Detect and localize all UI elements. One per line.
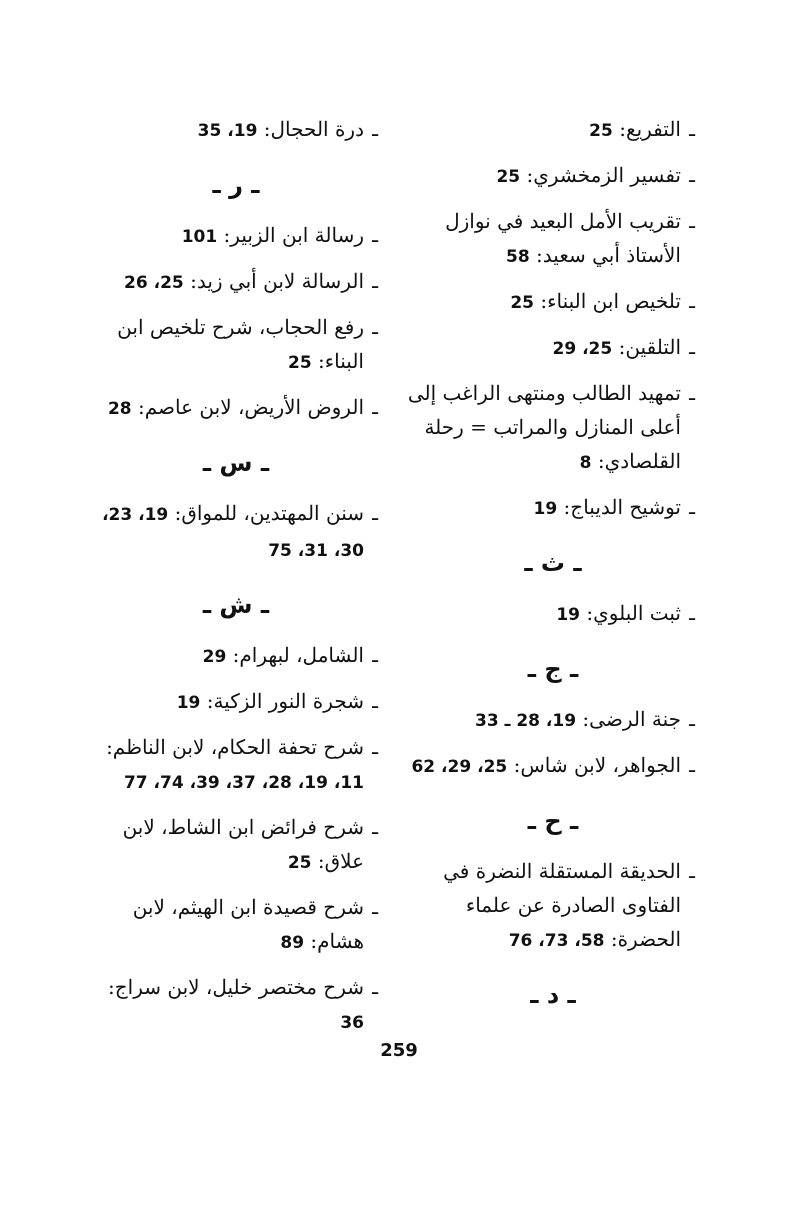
index-entry (403, 158, 703, 194)
entry-dash: ـ (372, 735, 378, 759)
entry-title: شرح تحفة الحكام، لابن الناظم: (106, 735, 364, 759)
entry-dash: ـ (372, 643, 378, 667)
entry-page-refs: 25 (288, 353, 312, 373)
entry-title: الشامل، لبهرام: (226, 643, 364, 667)
index-entry (403, 330, 703, 366)
letter-heading: ـ ح ـ (527, 807, 579, 835)
entry-page-refs: 25، 29، 62 (411, 757, 508, 777)
entry-title: رسالة ابن الزبير: (217, 223, 364, 247)
entry-title: الحديقة المستقلة النضرة في الفتاوى الصادرة عن علماء الحضرة: (443, 859, 681, 951)
index-entry (86, 264, 386, 300)
letter-heading: ـ س ـ (202, 449, 270, 477)
entry-title: تلخيص ابن البناء: (533, 289, 681, 313)
entry-dash: ـ (372, 395, 378, 419)
entry-page-refs: 58، 73، 76 (508, 931, 605, 951)
entry-page-refs: 19، 35 (197, 121, 258, 141)
entry-title: توشيح الديباج: (557, 495, 681, 519)
page-number: 259 (380, 1040, 418, 1061)
entry-dash: ـ (372, 975, 378, 999)
entry-page-refs: 25، 29 (552, 339, 613, 359)
letter-heading: ـ ش ـ (202, 591, 270, 619)
entry-title: شرح قصيدة ابن الهيثم، لابن هشام: (132, 895, 364, 953)
right-column (403, 112, 703, 1028)
index-entry (86, 218, 386, 254)
index-entry (403, 702, 703, 738)
entry-dash: ـ (689, 707, 695, 731)
index-entry (86, 684, 386, 720)
index-entry (403, 854, 703, 958)
entry-title: جنة الرضى: (576, 707, 681, 731)
entry-title: رفع الحجاب، شرح تلخيص ابن البناء: (117, 315, 364, 373)
entry-dash: ـ (372, 223, 378, 247)
entry-dash: ـ (372, 315, 378, 339)
entry-page-refs: 89 (280, 933, 305, 953)
entry-title: تمهيد الطالب ومنتهى الراغب إلى أعلى المنازل والمراتب = رحلة القلصادي: (407, 381, 681, 473)
index-entry (86, 496, 386, 568)
entry-title: الجواهر، لابن شاس: (507, 753, 681, 777)
entry-title: سنن المهتدين، للمواق: (168, 501, 364, 525)
entry-dash: ـ (689, 859, 695, 883)
index-entry (403, 748, 703, 784)
entry-page-refs: 25 (287, 853, 312, 873)
entry-page-refs: 25 (496, 167, 521, 187)
entry-page-refs: 101 (181, 227, 218, 247)
index-entry (86, 638, 386, 674)
index-entry (86, 112, 386, 148)
entry-dash: ـ (689, 335, 695, 359)
entry-dash: ـ (689, 289, 695, 313)
entry-dash: ـ (689, 163, 695, 187)
entry-title: ثبت البلوي: (580, 601, 681, 625)
entry-title: الرسالة لابن أبي زيد: (183, 269, 364, 293)
entry-page-refs: 8 (579, 453, 592, 473)
entry-dash: ـ (372, 269, 378, 293)
index-entry (403, 376, 703, 480)
entry-title: التلقين: (612, 335, 681, 359)
entry-dash: ـ (689, 209, 695, 233)
entry-page-refs: 58 (506, 247, 530, 267)
index-entry (86, 730, 386, 800)
entry-dash: ـ (372, 501, 378, 525)
entry-page-refs: 25 (510, 293, 534, 313)
entry-page-refs: 19، 28 ـ 33 (475, 711, 577, 731)
index-entry (403, 596, 703, 632)
entry-title: شرح مختصر خليل، لابن سراج: (108, 975, 364, 999)
index-entry (86, 390, 386, 426)
entry-title: شجرة النور الزكية: (200, 689, 364, 713)
entry-dash: ـ (689, 381, 695, 405)
index-entry (86, 890, 386, 960)
entry-title: تقريب الأمل البعيد في نوازل الأستاذ أبي سعيد: (445, 209, 681, 267)
index-entry (86, 970, 386, 1040)
entry-dash: ـ (689, 753, 695, 777)
letter-heading: ـ ر ـ (212, 171, 260, 199)
entry-page-refs: 25 (589, 121, 613, 141)
entry-page-refs: 36 (340, 1013, 364, 1033)
entry-page-refs: 11، 19، 28، 37، 39، 74، 77 (123, 773, 364, 793)
index-entry (403, 112, 703, 148)
entry-dash: ـ (689, 601, 695, 625)
entry-page-refs: 19 (556, 605, 580, 625)
entry-page-refs: 19 (176, 693, 201, 713)
index-entry (403, 490, 703, 526)
entry-dash: ـ (689, 117, 695, 141)
entry-page-refs: 28 (107, 399, 132, 419)
letter-heading: ـ ج ـ (527, 655, 579, 683)
entry-page-refs: 19 (533, 499, 558, 519)
entry-dash: ـ (372, 815, 378, 839)
letter-heading: ـ ث ـ (524, 549, 582, 577)
entry-page-refs: 19، 23، 30، 31، 75 (102, 505, 364, 561)
entry-page-refs: 25، 26 (124, 273, 184, 293)
entry-dash: ـ (372, 117, 378, 141)
entry-title: شرح فرائض ابن الشاط، لابن علاق: (122, 815, 364, 873)
entry-title: الروض الأريض، لابن عاصم: (131, 395, 364, 419)
entry-title: تفسير الزمخشري: (520, 163, 681, 187)
entry-dash: ـ (372, 895, 378, 919)
index-entry (86, 310, 386, 380)
entry-dash: ـ (372, 689, 378, 713)
index-entry (403, 204, 703, 274)
entry-page-refs: 29 (202, 647, 227, 667)
entry-title: التفريع: (612, 117, 681, 141)
left-column (86, 112, 386, 1050)
index-entry (403, 284, 703, 320)
entry-title: درة الحجال: (257, 117, 364, 141)
letter-heading: ـ د ـ (530, 981, 576, 1009)
entry-dash: ـ (689, 495, 695, 519)
index-entry (86, 810, 386, 880)
